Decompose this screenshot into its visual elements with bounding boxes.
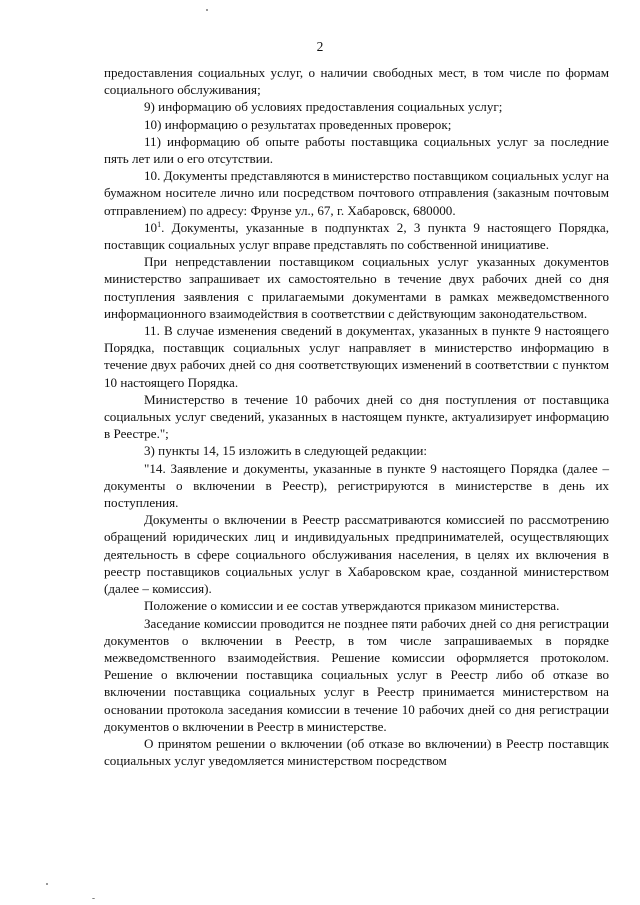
paragraph-ministry-update: Министерство в течение 10 рабочих дней со дня поступления от поставщика социальных услуг сведений, указанных в настоящем пункте, актуализирует информацию в Реестре."; <box>104 391 609 442</box>
clause-10-1 <box>104 219 609 253</box>
clause-number: 10 <box>144 219 158 235</box>
scan-speck <box>92 898 95 899</box>
scan-speck <box>46 883 48 885</box>
page-number: 2 <box>316 39 324 54</box>
paragraph-continuation: предоставления социальных услуг, о наличии свободных мест, в том числе по формам социального обслуживания; <box>104 65 609 98</box>
list-item-11: 11) информацию об опыте работы поставщика социальных услуг за последние пять лет или о его отсутствии. <box>104 133 609 167</box>
clause-10: 10. Документы представляются в министерство поставщиком социальных услуг на бумажном носителе лично или посредством почтового отправления (заказным почтовым отправлением) по адресу: Фрунзе ул., 67, г. Хабаровск, 680000. <box>104 168 609 218</box>
list-item-10: 10) информацию о результатах проведенных проверок; <box>144 116 452 132</box>
clause-14: "14. Заявление и документы, указанные в пункте 9 настоящего Порядка (далее – документы о включении в Реестр), регистрируются в министерстве в день их поступления. <box>104 460 609 511</box>
paragraph-commission-meeting: Заседание комиссии проводится не позднее пяти рабочих дней со дня регистрации документов о включении в Реестр, в том числе запрашиваемых в порядке межведомственного взаимодействия. Решение комиссии оформляется протоколом. Решение о включении поставщика социальных услуг в Реестр либо об отказе во включении поставщика социальных услуг в Реестр принимается министерством на основании протокола заседания комиссии в течение 10 рабочих дней со дня регистрации документов о включении в Реестр в министерстве. <box>104 615 609 734</box>
document-body <box>104 64 609 769</box>
paragraph-non-submission: При непредставлении поставщиком социальных услуг указанных документов министерство запрашивает их самостоятельно в течение двух рабочих дней со дня поступления заявления с прилагаемыми документами в рамках межведомственного информационного взаимодействия в соответствии с действующим законодательством. <box>104 254 609 321</box>
paragraph-commission-review: Документы о включении в Реестр рассматриваются комиссией по рассмотрению обращений юридических лиц и индивидуальных предпринимателей, осуществляющих деятельность в сфере социального обслуживания населения, в целях их включения в реестр поставщиков социальных услуг в Хабаровском крае, созданной министерством (далее – комиссия). <box>104 512 609 597</box>
list-item-9: 9) информацию об условиях предоставления социальных услуг; <box>144 99 503 115</box>
scan-speck <box>206 9 208 11</box>
clause-superscript: 1 <box>157 219 162 229</box>
paragraph-decision-notice: О принятом решении о включении (об отказе во включении) в Реестр поставщик социальных услуг уведомляется министерством посредством <box>104 735 609 769</box>
clause-11: 11. В случае изменения сведений в документах, указанных в пункте 9 настоящего Порядка, поставщик социальных услуг направляет в министерство информацию в течение двух рабочих дней со дня соответствующих изменений в соответствии с пунктом 10 настоящего Порядка. <box>104 323 609 390</box>
clause-text: . Документы, указанные в подпунктах 2, 3 пункта 9 настоящего Порядка, поставщик социальных услуг вправе представлять по собственной инициативе. <box>104 219 609 253</box>
amendment-item-3: 3) пункты 14, 15 изложить в следующей редакции: <box>144 443 427 459</box>
paragraph-commission-regulation: Положение о комиссии и ее состав утверждаются приказом министерства. <box>144 598 560 614</box>
